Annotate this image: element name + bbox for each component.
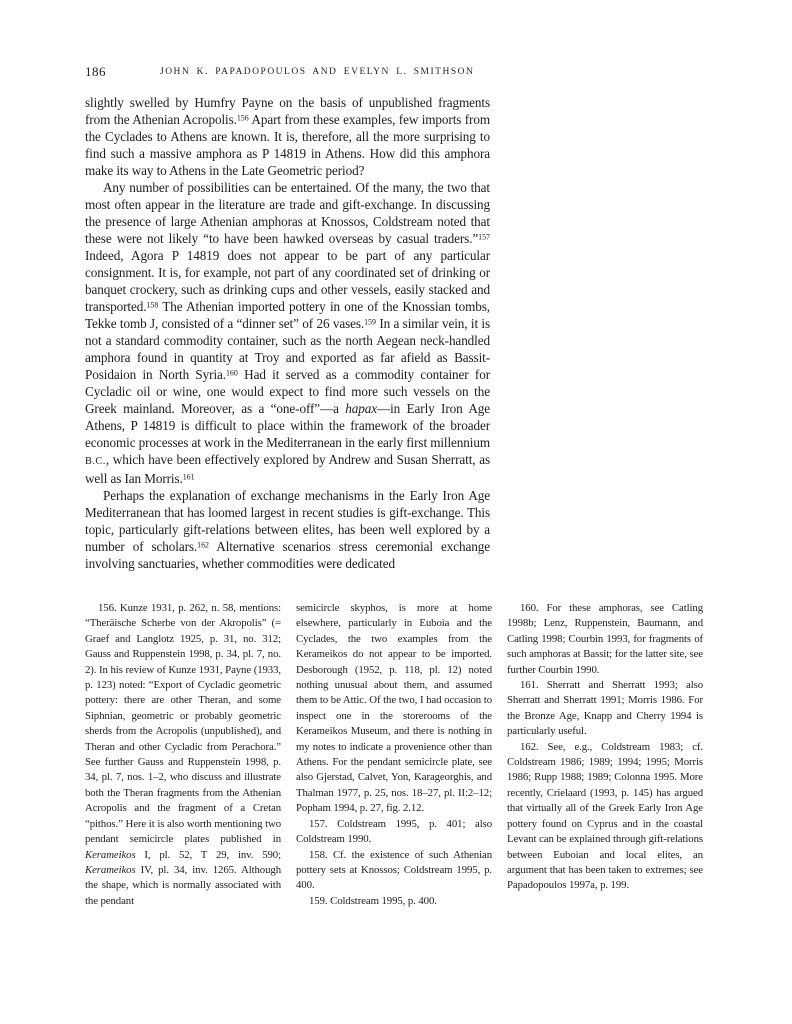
footnote: 156. Kunze 1931, p. 262, n. 58, mentions: “Theräische Scherbe von der Akropolis” (= Graef and Langlotz 1925, p. 31, no. 312; Gauss and Ruppenstein 1998, p. 34, pl. 7, no. 2). In his review of Kunze 1931, Payne (1933, p. 123) noted: “Export of Cycladic geometric pottery: there are other Theran, and some Siphnian, geometric or probably geometric sherds from the Acropolis (unpublished), and Theran and other Cycladic from Perachora.” See further Gauss and Ruppenstein 1998, p. 34, pl. 7, nos. 1–2, who discuss and illustrate both the Theran fragments from the Athenian Acropolis and the fragment of a Cretan “pithos.” Here it is also worth mentioning two pendant semicircle plates published in Kerameikos I, pl. 52, T 29, inv. 590; Kerameikos IV, pl. 34, inv. 1265. Although the shape, which is normally associated with the pendant <box>85 602 281 907</box>
italic-text: hapax <box>345 401 378 416</box>
footnote-column <box>507 601 703 909</box>
footnote-ref: 158 <box>146 300 159 310</box>
running-head-authors: JOHN K. PAPADOPOULOS AND EVELYN L. SMITHSON <box>160 67 475 77</box>
small-caps-text: B.C. <box>85 456 106 467</box>
footnote: 162. See, e.g., Coldstream 1983; cf. Coldstream 1986; 1989; 1994; 1995; Morris 1986; Rupp 1988; 1989; Colonna 1995. More recently, Crielaard (1993, p. 145) has argued that virtually all of the Greek Early Iron Age pottery found on Cyprus and in the coastal Levant can be explained through gift-relations between Euboian and local elites, an argument that has been taken to extremes; see Papadopoulos 1997a, p. 199. <box>507 740 703 892</box>
italic-text: Kerameikos <box>85 863 136 876</box>
footnote-column <box>85 601 281 909</box>
footnotes <box>85 601 703 909</box>
paragraph: Any number of possibilities can be entertained. Of the many, the two that most often appear in the literature are trade and gift-exchange. In discussing the presence of large Athenian amphoras at Knossos, Coldstream noted that these were not likely “to have been hawked overseas by casual traders.”$^{157}$ Indeed, Agora P 14819 does not appear to be part of any particular consignment. It is, for example, not part of any coordinated set of drinking or banquet crockery, such as drinking cups and other vessels, easily stacked and transported.$^{158}$ The Athenian imported pottery in one of the Knossian tombs, Tekke tomb J, consisted of a “dinner set” of 26 vases.$^{159}$ In a similar vein, it is not a standard commodity container, such as the north Aegean neck-handled amphora found in quantity at Troy and exported as far afield as Bassit-Posidaion in North Syria.$^{160}$ Had it served as a commodity container for Cycladic oil or wine, one would expect to find more such vessels on the Greek mainland. Moreover, as a “one-off”—a hapax—in Early Iron Age Athens, P 14819 is difficult to place within the framework of the broader economic processes at work in the Mediterranean in the early first millennium B.C., which have been effectively explored by Andrew and Susan Sherratt, as well as Ian Morris.$^{161}$ <box>85 180 491 486</box>
footnote-ref: 160 <box>225 368 238 378</box>
footnote: 158. Cf. the existence of such Athenian pottery sets at Knossos; Coldstream 1995, p. 400. <box>296 848 492 892</box>
page-number: 186 <box>85 64 106 79</box>
footnote: 159. Coldstream 1995, p. 400. <box>309 894 437 907</box>
footnote-ref: 159 <box>364 317 376 327</box>
footnote: 157. Coldstream 1995, p. 401; also Coldstream 1990. <box>296 817 492 846</box>
footnote: 161. Sherratt and Sherratt 1993; also Sherratt and Sherratt 1991; Morris 1986. For the Bronze Age, Knapp and Cherry 1994 is particularly useful. <box>507 679 703 738</box>
footnote-ref: 157 <box>478 232 490 242</box>
footnote-ref: 161 <box>182 472 195 482</box>
paragraph: slightly swelled by Humfry Payne on the basis of unpublished fragments from the Athenian Acropolis.$^{156}$ Apart from these examples, few imports from the Cyclades to Athens are known. It is, therefore, all the more surprising to find such a massive amphora as P 14819 in Athens. How did this amphora make its way to Athens in the Late Geometric period? <box>85 95 490 178</box>
footnote: semicircle skyphos, is more at home elsewhere, particularly in Euboia and the Cyclades, the two examples from the Kerameikos do not appear to be imported. Desborough (1952, p. 118, pl. 12) noted nothing unusual about them, and assumed them to be Attic. Of the two, I had occasion to inspect one in the storerooms of the Kerameikos Museum, and there is nothing in my notes to indicate a provenience other than Athens. For the pendant semicircle plate, see also Gjerstad, Calvet, Yon, Karageorghis, and Thalman 1977, p. 25, nos. 18–27, pl. II:2–12; Popham 1994, p. 27, fig. 2.12. <box>296 602 492 815</box>
italic-text: Kerameikos <box>85 848 136 861</box>
footnote-ref: 156 <box>236 113 249 123</box>
footnote-ref: 162 <box>197 540 209 550</box>
footnote-column <box>296 601 492 909</box>
footnote: 160. For these amphoras, see Catling 1998b; Lenz, Ruppenstein, Baumann, and Catling 1998; Courbin 1993, for fragments of such amphoras at Bassit; for the latter site, see further Courbin 1990. <box>507 602 703 676</box>
running-header <box>85 64 732 82</box>
body-text <box>85 94 490 572</box>
paragraph: Perhaps the explanation of exchange mechanisms in the Early Iron Age Mediterranean that has loomed largest in recent studies is gift-exchange. This topic, particularly gift-relations between elites, has been well explored by a number of scholars.$^{162}$ Alternative scenarios stress ceremonial exchange involving sanctuaries, whether commodities were dedicated <box>85 488 490 571</box>
